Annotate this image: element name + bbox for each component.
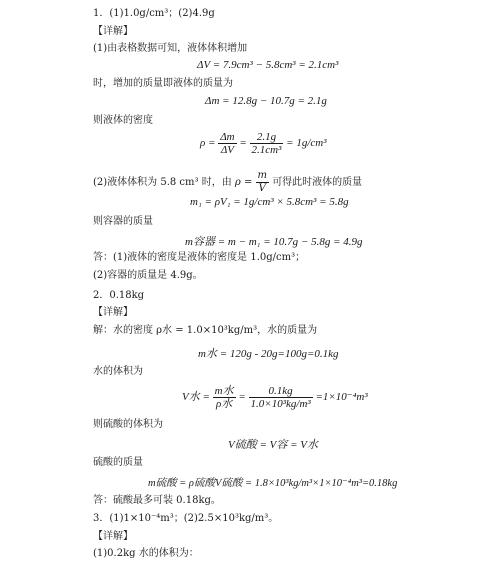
fraction: [250, 131, 284, 156]
q2-equation-acid-mass: m硫酸 = ρ硫酸V硫酸 = 1.8×10³kg/m³×1×10⁻⁴m³=0.18kg: [148, 478, 398, 489]
eq-lhs: ρ =: [200, 137, 216, 150]
q1-paragraph-with-formula: [93, 170, 362, 195]
eq-sign: =: [238, 391, 246, 404]
q1-paragraph: 时，增加的质量即液体的质量为: [93, 78, 233, 89]
q2-paragraph: 水的体积为: [93, 366, 143, 377]
q1-answer-1: 答：(1)液体的密度是液体的密度是 1.0g/cm³；: [93, 252, 306, 263]
fraction-bottom: ΔV: [220, 144, 234, 156]
fraction-bottom: 1.0×10³kg/m³: [250, 398, 311, 410]
q2-paragraph: 硫酸的质量: [93, 457, 143, 468]
q2-detail-label: 【详解】: [93, 307, 133, 318]
text-part: (2)液体体积为 5.8 cm³ 时，由: [93, 177, 232, 188]
fraction-top: 0.1kg: [249, 385, 313, 398]
q1-paragraph: (1)由表格数据可知，液体体积增加: [93, 43, 248, 54]
eq-rhs: =1×10⁻⁴m³: [315, 391, 368, 404]
q1-equation-density: [200, 131, 327, 156]
fraction-bottom: ρ水: [215, 398, 233, 410]
q3-detail-label: 【详解】: [93, 531, 133, 542]
fraction-top: 2.1g: [250, 131, 284, 144]
fraction: [249, 385, 313, 410]
q2-paragraph: 则硫酸的体积为: [93, 419, 163, 430]
fraction: [218, 131, 236, 156]
fraction-bottom: V: [258, 183, 266, 194]
q2-equation-water-mass: m水 = 120g - 20g=100g=0.1kg: [198, 348, 339, 360]
q2-answer: 2．0.18kg: [93, 290, 145, 301]
q2-equation-water-volume: [182, 385, 368, 410]
q2-answer-text: 答：硫酸最多可装 0.18kg。: [93, 495, 221, 506]
q2-paragraph: 解：水的密度 ρ水 = 1.0×10³kg/m³，水的质量为: [93, 325, 318, 336]
q1-answer-2: (2)容器的质量是 4.9g。: [93, 270, 203, 281]
fraction-top: Δm: [220, 131, 235, 143]
fraction: [256, 170, 269, 195]
q1-detail-label: 【详解】: [93, 26, 133, 37]
eq-lhs: V水 =: [182, 391, 210, 404]
q2-equation-acid-volume: V硫酸 = V容 = V水: [228, 439, 319, 451]
cut-off-heading: [214, 0, 276, 2]
fraction-top: m水: [214, 385, 234, 397]
fraction-top: m: [257, 170, 267, 181]
q1-equation-mass: Δm = 12.8g − 10.7g = 2.1g: [205, 95, 327, 107]
q1-equation-container-mass: m容器 = m − m₁ = 10.7g − 5.8g = 4.9g: [185, 236, 363, 248]
q1-paragraph: 则液体的密度: [93, 115, 153, 126]
text-part: 可得此时液体的质量: [272, 177, 363, 188]
q1-equation-volume: ΔV = 7.9cm³ − 5.8cm³ = 2.1cm³: [197, 59, 339, 71]
fraction: [213, 385, 236, 410]
eq-sign: =: [239, 137, 247, 150]
formula-rho: ρ =: [234, 177, 253, 188]
q1-paragraph: 则容器的质量: [93, 216, 153, 227]
q1-equation-liquid-mass: m₁ = ρV₁ = 1g/cm³ × 5.8cm³ = 5.8g: [190, 196, 349, 208]
eq-rhs: = 1g/cm³: [286, 137, 327, 150]
q3-paragraph: (1)0.2kg 水的体积为：: [93, 548, 199, 559]
q3-answer: 3．(1)1×10⁻⁴m³；(2)2.5×10³kg/m³。: [93, 513, 279, 524]
fraction-bottom: 2.1cm³: [251, 144, 282, 156]
q1-answer: 1．(1)1.0g/cm³；(2)4.9g: [93, 8, 215, 19]
